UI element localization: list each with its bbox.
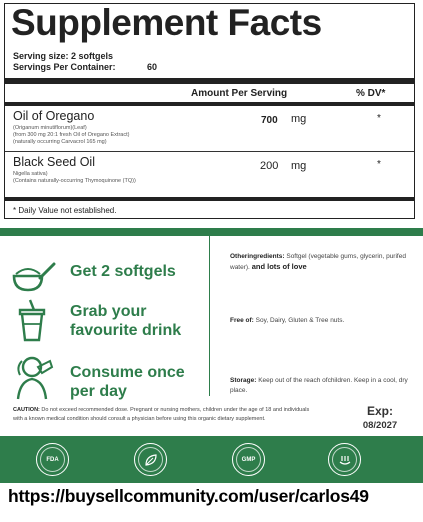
expiry-value: 08/2027 bbox=[362, 420, 398, 431]
ingredient-detail: (Contains naturally-occurring Thymoquinone (TQ)) bbox=[13, 178, 136, 184]
other-ingredients bbox=[230, 252, 418, 272]
ingredient-name: Oil of Oregano bbox=[13, 109, 95, 123]
facts-title: Supplement Facts bbox=[11, 2, 322, 43]
step-label: Consume once per day bbox=[70, 364, 185, 400]
scoop-icon bbox=[10, 250, 56, 296]
gmp-badge-icon bbox=[232, 443, 265, 476]
expiry-label: Exp: bbox=[366, 404, 393, 418]
step-grab-drink bbox=[10, 298, 210, 344]
fda-badge-text: FDA bbox=[40, 447, 65, 472]
source-url[interactable]: https://buysellcommunity.com/user/carlos49 bbox=[8, 486, 369, 506]
ingredient-name: Black Seed Oil bbox=[13, 155, 95, 169]
gmp-badge-text: GMP bbox=[236, 447, 261, 472]
free-of-text: Soy, Dairy, Gluten & Tree nuts. bbox=[255, 317, 345, 324]
leaf-icon bbox=[144, 453, 158, 467]
storage bbox=[230, 376, 418, 395]
footnote: * Daily Value not established. bbox=[13, 206, 117, 215]
servings-per-container bbox=[13, 62, 158, 72]
person-drinking-icon bbox=[10, 355, 56, 401]
ingredient-unit: mg bbox=[291, 113, 307, 125]
storage-text: Keep out of the reach ofchildren. Keep in a cool, dry place. bbox=[230, 377, 408, 394]
step-label: Grab your favourite drink bbox=[70, 303, 182, 339]
servings-per-container-value: 60 bbox=[147, 62, 158, 72]
ingredient-amount: 700 bbox=[261, 115, 278, 126]
divider-thick bbox=[5, 197, 414, 201]
ingredient-detail: Nigella sativa) bbox=[13, 171, 48, 177]
ingredient-dv: * bbox=[377, 159, 381, 170]
drink-cup-icon bbox=[10, 298, 56, 344]
fda-badge-icon bbox=[36, 443, 69, 476]
green-band-top bbox=[0, 228, 423, 236]
caution-text bbox=[13, 406, 313, 424]
ingredient-detail: (Origanum minutiflorum)(Leaf) bbox=[13, 125, 87, 131]
other-ingredients-love: and lots of love bbox=[251, 261, 307, 271]
step-consume-daily bbox=[10, 355, 210, 401]
caution-body: Do not exceed recommended dose. Pregnant or nursing mothers, children under the age of 18 and individuals with a known medical condition should consult a physician before using this organic dietary supplement. bbox=[13, 407, 310, 422]
expiry bbox=[350, 404, 410, 431]
halal-symbol-icon bbox=[338, 453, 352, 467]
storage-label: Storage: bbox=[230, 377, 257, 384]
divider-thick bbox=[5, 102, 414, 106]
ingredient-unit: mg bbox=[291, 160, 307, 172]
step-get-softgels bbox=[10, 250, 210, 296]
daily-value-header: % DV* bbox=[356, 88, 386, 99]
servings-per-container-label: Servings Per Container: bbox=[13, 62, 116, 72]
ingredient-detail: (from 300 mg 20:1 fresh Oil of Oregano Extract) bbox=[13, 132, 130, 138]
ingredient-dv: * bbox=[377, 113, 381, 124]
serving-size: Serving size: 2 softgels bbox=[13, 51, 114, 61]
ingredient-amount: 200 bbox=[260, 160, 279, 172]
ingredient-detail: (naturally occurring Carvacrol 165 mg) bbox=[13, 139, 107, 145]
other-ingredients-text: Softgel (vegetable gums, glycerin, purifed water). bbox=[230, 253, 406, 271]
divider-thick bbox=[5, 78, 414, 84]
free-of bbox=[230, 316, 418, 326]
supplement-facts-panel bbox=[4, 3, 415, 219]
halal-badge-icon bbox=[328, 443, 361, 476]
step-label: Get 2 softgels bbox=[70, 263, 176, 280]
divider-thin bbox=[5, 151, 414, 152]
organic-leaf-badge-icon bbox=[134, 443, 167, 476]
caution-label: CAUTION: bbox=[13, 407, 40, 413]
amount-per-serving-header: Amount Per Serving bbox=[191, 88, 288, 99]
other-ingredients-label: Otheringredients: bbox=[230, 253, 285, 260]
free-of-label: Free of: bbox=[230, 317, 254, 324]
